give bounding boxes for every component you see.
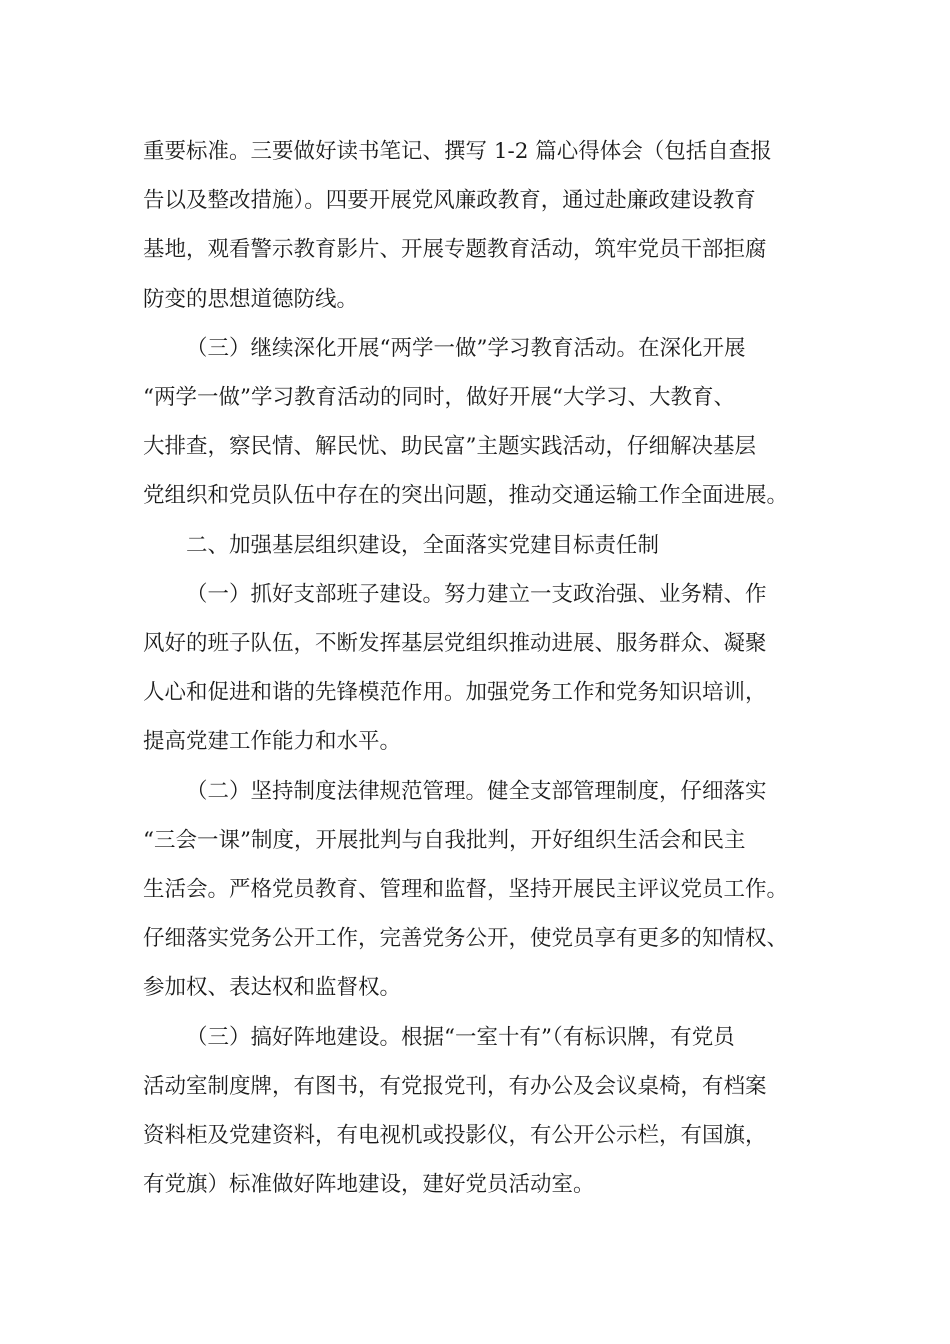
paragraph-line: 党组织和党员队伍中存在的突出问题，推动交通运输工作全面进展。 [143, 483, 789, 509]
paragraph-line: 基地，观看警示教育影片、开展专题教育活动，筑牢党员干部拒腐 [143, 237, 767, 263]
section-heading [143, 521, 823, 570]
paragraph-line: 重要标准。三要做好读书笔记、撰写 1-2 篇心得体会（包括自查报 [143, 139, 772, 164]
paragraph-1 [143, 127, 823, 324]
paragraph-line: “两学一做”学习教育活动的同时，做好开展“大学习、大教育、 [143, 385, 735, 411]
section-heading-text: 二、加强基层组织建设，全面落实党建目标责任制 [186, 532, 660, 558]
paragraph-line: （二）坚持制度法律规范管理。健全支部管理制度，仔细落实 [186, 778, 767, 804]
paragraph-5 [143, 767, 823, 1013]
paragraph-line: 参加权、表达权和监督权。 [143, 975, 402, 1001]
paragraph-line: 人心和促进和谐的先锋模范作用。加强党务工作和党务知识培训， [143, 680, 767, 706]
paragraph-6 [143, 1013, 823, 1210]
paragraph-line: 防变的思想道德防线。 [143, 286, 359, 312]
paragraph-line: 告以及整改措施）。四要开展党风廉政教育，通过赴廉政建设教育 [143, 188, 756, 214]
paragraph-2 [143, 324, 823, 521]
paragraph-line: 风好的班子队伍，不断发挥基层党组织推动进展、服务群众、凝聚 [143, 631, 767, 657]
paragraph-line: 大排查，察民情、解民忧、助民富”主题实践活动，仔细解决基层 [143, 434, 756, 460]
paragraph-line: （三）继续深化开展“两学一做”学习教育活动。在深化开展 [186, 335, 746, 361]
paragraph-line: “三会一课”制度，开展批判与自我批判，开好组织生活会和民主 [143, 827, 746, 853]
paragraph-line: 仔细落实党务公开工作，完善党务公开，使党员享有更多的知情权、 [143, 926, 789, 952]
document-body [143, 127, 823, 1209]
paragraph-4 [143, 570, 823, 767]
paragraph-line: 生活会。严格党员教育、管理和监督，坚持开展民主评议党员工作。 [143, 877, 789, 903]
paragraph-line: 提高党建工作能力和水平。 [143, 729, 402, 755]
paragraph-line: （三）搞好阵地建设。根据“一室十有”（有标识牌，有党员 [186, 1024, 735, 1050]
paragraph-line: 资料柜及党建资料，有电视机或投影仪，有公开公示栏，有国旗， [143, 1123, 767, 1149]
paragraph-line: 活动室制度牌，有图书，有党报党刊，有办公及会议桌椅，有档案 [143, 1073, 767, 1099]
paragraph-line: 有党旗）标准做好阵地建设，建好党员活动室。 [143, 1172, 595, 1198]
paragraph-line: （一）抓好支部班子建设。努力建立一支政治强、业务精、作 [186, 581, 767, 607]
